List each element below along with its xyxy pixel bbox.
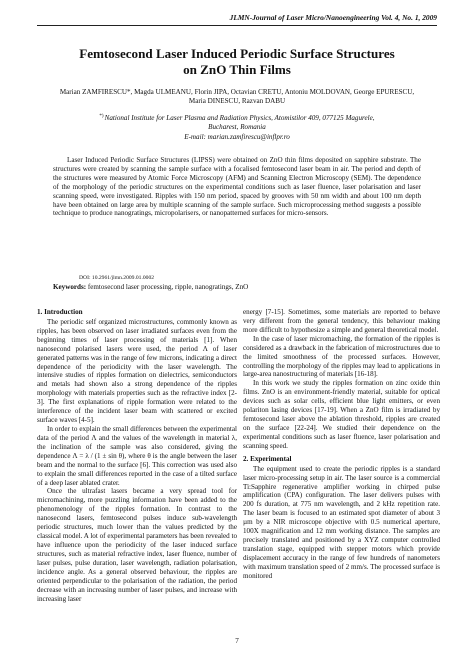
title-line-2: on ZnO Thin Films	[183, 61, 291, 77]
affiliation-line-2: Bucharest, Romania	[208, 123, 266, 132]
body-paragraph: energy [7-15]. Sometimes, some materials are reported to behave very different from the general tendency, this behaviour making more difficult to hypothesize a simple and general theoretical model.	[243, 308, 440, 334]
body-paragraph: In order to explain the small differences between the experimental data of the period Λ and the values of the wavelength in material λ, the inclination of the sample was also considered, giving the dependence Λ = λ / (1 ± sin θ), where θ is the angle between the laser beam and the normal to the surface [6]. This correction was used also to explain the small differences reported in the case of a tilted surface of a deep laser ablated crater.	[37, 424, 237, 487]
abstract: Laser Induced Periodic Surface Structures (LIPSS) were obtained on ZnO thin films deposited on sapphire substrate. The structures were created by scanning the sample surface with a focalised femtosecond laser beam in air. The period and depth of the structures were measured by Atomic Force Microscopy (AFM) and Scanning Electron Microscopy (SEM). The dependence of the morphology of the periodic structures on the experimental conditions such as laser fluence, laser polarisation and laser scanning speed, were investigated. Ripples with 150 nm period, spaced by grooves with 50 nm width and about 100 nm depth have been obtained on large area by multiple scanning of the sample surface. Such microprocessing method suggests a possible technique to produce nanogratings, micropolarisers, or nanopatterned surfaces for micro-sensors.	[53, 156, 421, 218]
authors-line-1: Marian ZAMFIRESCU*, Magda ULMEANU, Florin JIPA, Octavian CRETU, Antoniu MOLDOVAN, George EPURESCU,	[59, 88, 415, 96]
title-line-1: Femtosecond Laser Induced Periodic Surface Structures	[79, 46, 395, 61]
body-paragraph: In this work we study the ripples formation on zinc oxide thin films. ZnO is an environment-friendly material, suitable for optical devices such as solar cells, efficient blue light emitters, or even polariton lasing devices [17-19]. When a ZnO film is irradiated by femtosecond laser above the ablation threshold, ripples are created on the surface [22-24]. We studied their dependence on the experimental conditions such as laser fluence, laser polarisation and scanning speed.	[243, 379, 440, 450]
affiliation-line-1: National Institute for Laser Plasma and Radiation Physics, Atomistilor 409, 077125 Magurele,	[104, 114, 375, 122]
left-column	[37, 308, 237, 603]
running-head: JLMN-Journal of Laser Micro/Nanoengineering Vol. 4, No. 1, 2009	[229, 13, 437, 22]
body-paragraph: In the case of laser micromaching, the formation of the ripples is considered as a drawback in the fabrication of microstructures due to the limited smoothness of the processed surfaces. However, controlling the morphology of the ripples may lead to applications in large-area nanostructuring of materials [16-18].	[243, 334, 440, 379]
right-column	[243, 308, 440, 581]
keywords-text: femtosecond laser processing, ripple, nanogratings, ZnO	[87, 283, 249, 291]
author-list	[45, 88, 429, 107]
affiliation	[45, 112, 429, 142]
section-heading: 1. Introduction	[37, 308, 83, 316]
body-paragraph: Once the ultrafast lasers became a very spread tool for micromachining, more puzzling information have been added to the phenomenology of the ripples formation. In contrast to the nanosecond lasers, femtosecond pulses induce sub-wavelength periodic structures, much lower than the values predicted by the classical model. A lot of experimental parameters has been revealed to have influence upon the periodicity of the laser induced surface structures, such as material refractive index, laser fluence, number of laser pulses, pulse duration, laser wavelength, radiation polarisation, incidence angle. As a general observed behaviour, the ripples are oriented perpendicular to the polarisation of the radiation, the period decrease with an increasing number of laser pulses, and increase with increasing laser	[37, 487, 237, 603]
affiliation-marker: *)	[99, 114, 104, 119]
section-heading: 2. Experimental	[243, 454, 292, 463]
keywords-label: Keywords:	[53, 283, 87, 291]
affiliation-email: E-mail: marian.zamfirescu@inflpr.ro	[184, 132, 290, 141]
page-number: 7	[235, 637, 239, 645]
body-paragraph: The periodic self organized microstructures, commonly known as ripples, has been observed on laser irradiated surfaces even from the beginning times of laser processing of materials [1]. When nanosecond polarised lasers were used, the period Λ of laser generated patterns was in the range of few microns, indicating a direct dependence of the periodicity with the laser wavelength. The intensive studies of ripples formation on dielectrics, semiconductors and metals had shown also a strong dependence of the ripples morphology with materials properties such as the refractive index [2-3]. The first explanations of ripple formation were related to the interference of the incident laser beam with scattered or excited surface waves [4-5].	[37, 317, 237, 425]
paper-title	[37, 46, 437, 77]
header-rule	[37, 25, 437, 26]
keywords	[53, 283, 421, 292]
doi: DOI: 10.2961/jlmn.2009.01.0002	[79, 275, 155, 281]
body-paragraph: The equipment used to create the periodic ripples is a standard laser micro-processing setup in air. The laser source is a commercial Ti:Sapphire regenerative amplifier working in chirped pulse amplification (CPA) configuration. The laser delivers pulses with 200 fs duration, at 775 nm wavelength, and 2 kHz repetition rate. The laser beam is focused to an estimated spot diameter of about 3 µm by a NIR microscope objective with 0.5 numerical aperture, 100X magnification and 12 mm working distance. The samples are precisely translated and positioned by a XYZ computer controlled translation stage, equipped with stepper motors which provide displacement accuracy in the range of few hundreds of nanometers with maximum translation speed of 2 mm/s. The processed surface is monitored	[243, 464, 440, 580]
authors-line-2: Maria DINESCU, Razvan DABU	[188, 97, 286, 106]
